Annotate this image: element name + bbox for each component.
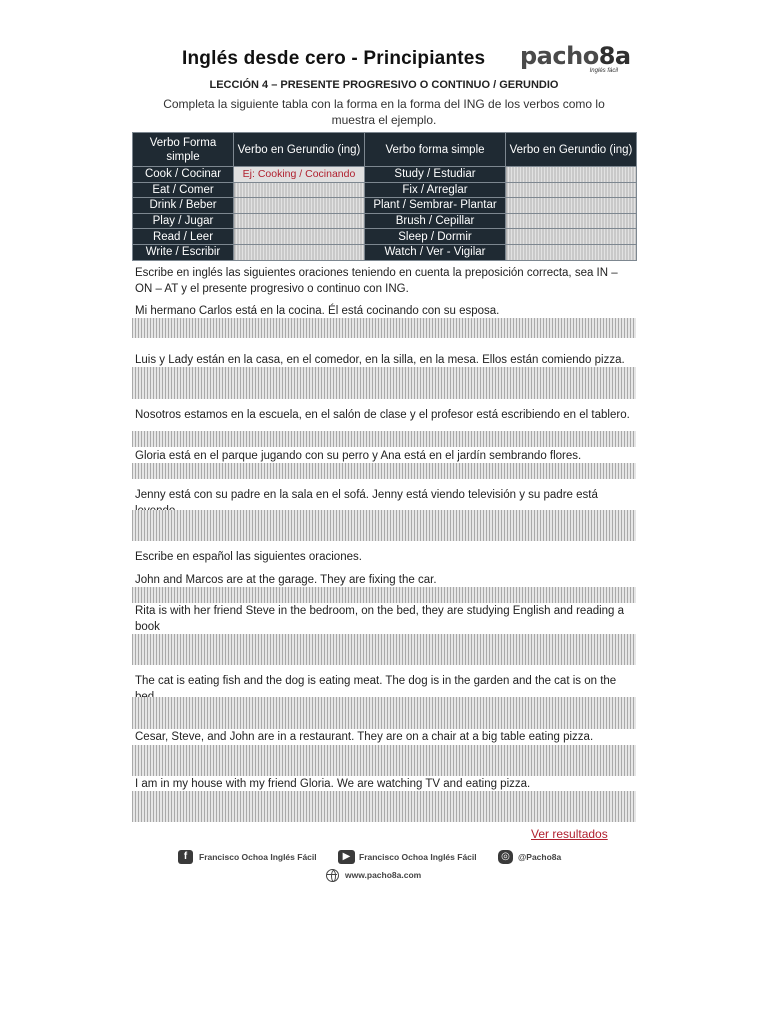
header-gerund-2: Verbo en Gerundio (ing) [506, 133, 637, 167]
sentence-es-5: Jenny está con su padre en la sala en el sofá. Jenny está viendo televisión y su padre está [135, 489, 598, 501]
verb-cell: Sleep / Dormir [365, 229, 506, 245]
answer-input-cell[interactable] [234, 213, 365, 229]
verb-table-header-row [133, 133, 637, 167]
verb-cell: Write / Escribir [133, 244, 234, 260]
table-row [133, 182, 637, 198]
verb-table [132, 132, 637, 261]
verb-cell: Brush / Cepillar [365, 213, 506, 229]
sentence-en-2: Rita is with her friend Steve in the bedroom, on the bed, they are studying English and reading a book [135, 605, 625, 633]
website-label: www.pacho8a.com [345, 870, 422, 880]
answer-input-cell[interactable] [234, 198, 365, 214]
answer-field[interactable] [132, 367, 636, 399]
header-gerund: Verbo en Gerundio (ing) [234, 133, 365, 167]
verb-cell: Read / Leer [133, 229, 234, 245]
verb-cell: Cook / Cocinar [133, 167, 234, 183]
logo-accent: 8a [598, 42, 631, 70]
table-instructions: Completa la siguiente tabla con la forma en la forma del ING de los verbos como lo muestra el ejemplo. [163, 97, 605, 127]
table-row [133, 229, 637, 245]
facebook-icon: f [178, 850, 193, 864]
answer-field[interactable] [132, 463, 636, 479]
section1-instructions: Escribe en inglés las siguientes oraciones teniendo en cuenta la preposición correcta, sea IN – ON – AT y el presente progresivo o continuo con ING. [135, 267, 618, 295]
table-row [133, 244, 637, 260]
instagram-label: @Pacho8a [518, 852, 562, 862]
answer-input-cell[interactable] [506, 229, 637, 245]
table-row [133, 167, 637, 183]
sentence-en-5: I am in my house with my friend Gloria. We are watching TV and eating pizza. [135, 778, 531, 790]
pacho8a-logo [520, 42, 631, 74]
answer-field[interactable] [132, 634, 636, 665]
answer-field[interactable] [132, 745, 636, 776]
header-simple-form: Verbo Forma simple [133, 133, 234, 167]
verb-cell: Study / Estudiar [365, 167, 506, 183]
verb-cell: Plant / Sembrar- Plantar [365, 198, 506, 214]
document-title: Inglés desde cero - Principiantes [182, 48, 486, 69]
facebook-label: Francisco Ochoa Inglés Fácil [199, 852, 317, 862]
answer-input-cell[interactable] [506, 213, 637, 229]
sentence-en-3: The cat is eating fish and the dog is eating meat. The dog is in the garden and the cat is on the [135, 675, 617, 687]
table-row [133, 198, 637, 214]
answer-input-cell[interactable] [234, 229, 365, 245]
answer-field[interactable] [132, 510, 636, 541]
verb-cell: Play / Jugar [133, 213, 234, 229]
table-row [133, 213, 637, 229]
example-answer-cell: Ej: Cooking / Cocinando [234, 167, 365, 183]
answer-field[interactable] [132, 697, 636, 729]
sentence-en-4: Cesar, Steve, and John are in a restaurant. They are on a chair at a big table eating pizza. [135, 731, 594, 743]
logo-main: pacho [520, 42, 599, 70]
header-simple-form-2: Verbo forma simple [365, 133, 506, 167]
answer-input-cell[interactable] [506, 244, 637, 260]
youtube-label: Francisco Ochoa Inglés Fácil [359, 852, 477, 862]
answer-input-cell[interactable] [234, 182, 365, 198]
answer-field[interactable] [132, 431, 636, 447]
answer-input-cell[interactable] [506, 182, 637, 198]
instagram-icon: ◎ [498, 850, 513, 864]
social-footer [178, 850, 598, 866]
section2-instructions: Escribe en español las siguientes oraciones. [135, 551, 362, 563]
sentence-en-1: John and Marcos are at the garage. They are fixing the car. [135, 574, 437, 586]
answer-input-cell[interactable] [506, 167, 637, 183]
answer-field[interactable] [132, 587, 636, 603]
lesson-title: LECCIÓN 4 – PRESENTE PROGRESIVO O CONTINUO / GERUNDIO [209, 79, 559, 91]
globe-icon [326, 869, 339, 882]
sentence-es-1: Mi hermano Carlos está en la cocina. Él está cocinando con su esposa. [135, 305, 500, 317]
answer-field[interactable] [132, 791, 636, 822]
sentence-es-4: Gloria está en el parque jugando con su perro y Ana está en el jardín sembrando flores. [135, 450, 582, 462]
youtube-icon: ▶ [338, 850, 355, 864]
answer-input-cell[interactable] [506, 198, 637, 214]
verb-cell: Fix / Arreglar [365, 182, 506, 198]
verb-cell: Eat / Comer [133, 182, 234, 198]
answer-field[interactable] [132, 318, 636, 338]
verb-cell: Drink / Beber [133, 198, 234, 214]
sentence-es-2: Luis y Lady están en la casa, en el comedor, en la silla, en la mesa. Ellos están comiendo pizza. [135, 354, 625, 366]
document-header [182, 42, 631, 76]
answer-input-cell[interactable] [234, 244, 365, 260]
verb-cell: Watch / Ver - Vigilar [365, 244, 506, 260]
logo-tagline: Inglés fácil [589, 68, 618, 74]
view-results-link[interactable]: Ver resultados [531, 827, 608, 841]
sentence-es-3: Nosotros estamos en la escuela, en el salón de clase y el profesor está escribiendo en el tablero. [135, 409, 630, 421]
